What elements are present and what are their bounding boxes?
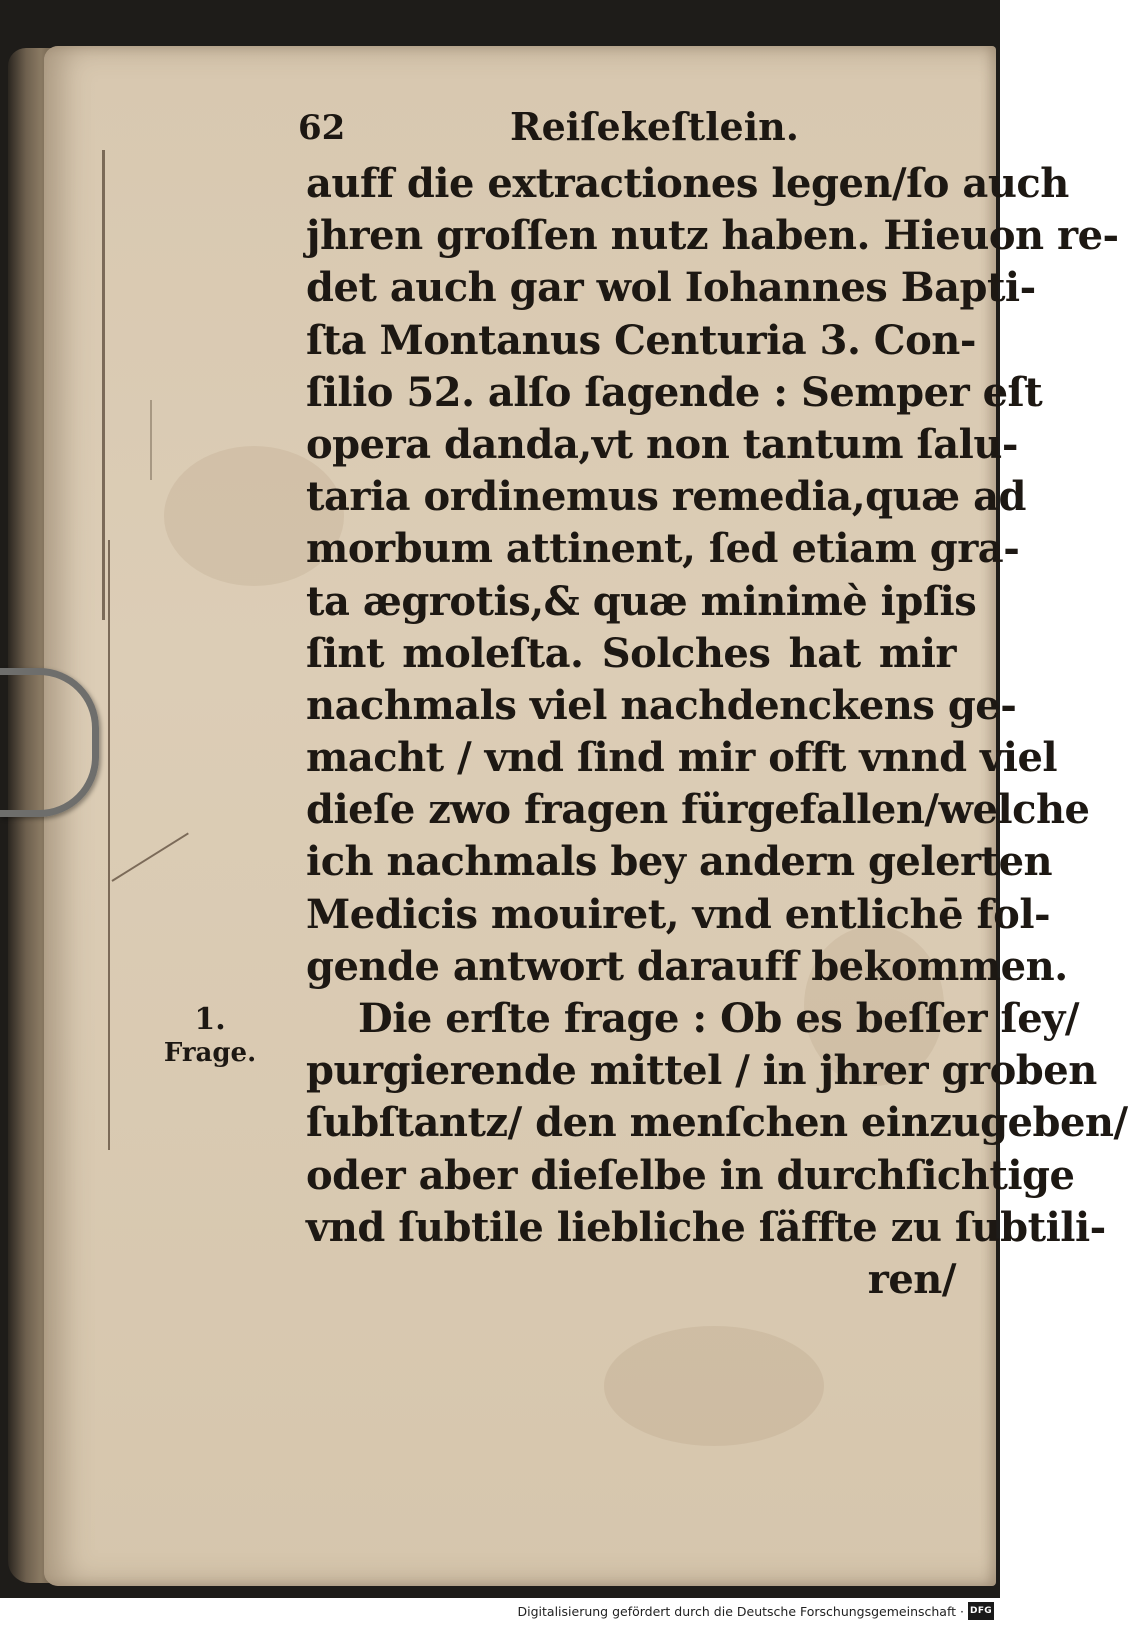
- text-line: ſint moleſta. Solches hat mir: [306, 629, 956, 677]
- text-line: det auch gar wol Iohannes Bapti-: [306, 264, 1036, 312]
- text-line: taria ordinemus remedia,quæ ad: [306, 473, 1026, 521]
- text-line: dieſe zwo fragen fürgefallen/welche: [306, 786, 1090, 834]
- page-header: [0, 98, 1000, 148]
- text-line: ſta Montanus Centuria 3. Con-: [306, 316, 976, 364]
- pencil-mark: [150, 400, 152, 480]
- text-line: gende antwort darauff bekommen.: [306, 942, 1068, 990]
- margin-note-label: Frage.: [163, 1038, 257, 1068]
- text-line: Medicis mouiret, vnd entlichē fol-: [306, 890, 1051, 938]
- text-line: macht / vnd ſind mir offt vnnd viel: [306, 734, 1058, 782]
- page-number: 62: [298, 108, 346, 148]
- text-line: auff die extractiones legen/ſo auch: [306, 160, 1069, 207]
- text-line: Die erſte frage : Ob es beſſer ſey/: [358, 995, 1079, 1042]
- text-line: ta ægrotis,& quæ minimè ipſis: [306, 577, 977, 625]
- body-text: [306, 158, 1128, 1306]
- text-line: opera danda,vt non tantum ſalu-: [306, 420, 1018, 468]
- text-line: morbum attinent, ſed etiam gra-: [306, 525, 1020, 573]
- margin-note: [150, 1002, 270, 1068]
- footer: [0, 1598, 1000, 1627]
- pencil-mark: [108, 540, 110, 1150]
- dfg-logo: DFG: [968, 1602, 994, 1620]
- text-line: nachmals viel nachdenckens ge-: [306, 681, 1017, 729]
- text-line: vnd ſubtile liebliche ſäffte zu ſubtili-: [306, 1203, 1106, 1251]
- pencil-mark: [102, 150, 105, 620]
- margin-note-number: 1.: [194, 1002, 226, 1037]
- text-line: ſilio 52. alſo ſagende : Semper eſt: [306, 368, 1043, 416]
- paper-stain: [604, 1326, 824, 1446]
- text-line: purgierende mittel / in jhrer groben: [306, 1047, 1097, 1095]
- text-line: ich nachmals bey andern gelerten: [306, 838, 1053, 886]
- digitization-credit: Digitalisierung gefördert durch die Deutsche Forschungsgemeinschaft ·: [517, 1604, 964, 1619]
- catchword: ren/: [867, 1255, 956, 1303]
- text-line: ſubſtantz/ den menſchen einzugeben/: [306, 1099, 1128, 1147]
- running-title: Reiſekeſtlein.: [510, 104, 800, 149]
- text-line: jhren groſſen nutz haben. Hieuon re-: [306, 212, 1119, 260]
- binder-clip: [0, 668, 99, 817]
- text-line: oder aber dieſelbe in durchſichtige: [306, 1151, 1075, 1199]
